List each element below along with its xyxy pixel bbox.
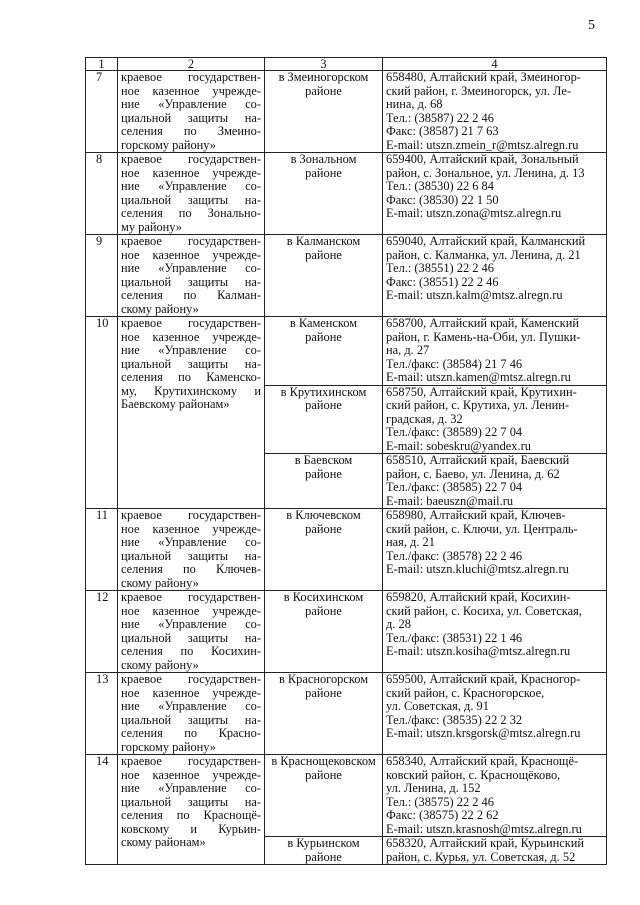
text-line: Тел./факс: (38584) 21 7 46 (386, 356, 523, 371)
text-line: краевое государствен- (121, 316, 261, 330)
text-line: селения по Ключев- (121, 562, 261, 576)
text-line: ние «Управление со- (121, 781, 261, 795)
text-line: д. 28 (386, 617, 411, 631)
text-line: селения по Зонально- (121, 206, 261, 220)
text-line: 658510, Алтайский край, Баевский (386, 453, 570, 467)
address-contacts (383, 235, 607, 317)
text-line: скому районам» (121, 835, 206, 849)
text-line: E-mail: utszn.zmein_r@mtsz.alregn.ru (386, 137, 579, 152)
text-line: селения по Красно- (121, 726, 261, 740)
text-line: район, с. Курья, ул. Советская, д. 52 (386, 849, 576, 864)
text-line: ский район, с. Косиха, ул. Советская, (386, 603, 582, 618)
text-line: циальной защиты на- (121, 794, 261, 809)
text-line: ский район, г. Змеиногорск, ул. Ле- (386, 83, 571, 98)
text-line: ное казенное учрежде- (121, 521, 261, 536)
address-contacts (383, 153, 607, 235)
text-line: ул. Советская, д. 91 (386, 699, 489, 713)
text-line: селения по Змеино- (121, 124, 261, 138)
text-line: му, Крутихинскому и (121, 383, 261, 398)
district-name (265, 385, 383, 454)
address-contacts (383, 837, 607, 865)
text-line: E-mail: utszn.krasnosh@mtsz.alregn.ru (386, 821, 582, 836)
text-line: район, с. Зональное, ул. Ленина, д. 13 (386, 165, 585, 180)
table-row (86, 71, 607, 153)
text-line: селения по Косихин- (121, 644, 261, 658)
text-line: ное казенное учрежде- (121, 767, 261, 782)
text-line: Тел./факс: (38585) 22 7 04 (386, 480, 523, 494)
text-line: районе (305, 849, 342, 864)
text-line: Факс: (38551) 22 2 46 (386, 274, 499, 289)
text-line: E-mail: utszn.kalm@mtsz.alregn.ru (386, 288, 563, 302)
column-header: 4 (383, 58, 607, 71)
address-contacts (383, 755, 607, 837)
column-header: 1 (86, 58, 118, 71)
text-line: ная, д. 21 (386, 535, 435, 549)
row-number: 13 (86, 673, 118, 755)
text-line: нина, д. 68 (386, 97, 443, 111)
text-line: районе (305, 767, 342, 782)
text-line: район, с. Баево, ул. Ленина, д. 62 (386, 466, 560, 481)
text-line: E-mail: utszn.krsgorsk@mtsz.alregn.ru (386, 726, 581, 740)
text-line: районе (305, 247, 342, 262)
district-name (265, 71, 383, 153)
address-contacts (383, 317, 607, 386)
text-line: циальной защиты на- (121, 356, 261, 371)
text-line: районе (305, 685, 342, 700)
text-line: районе (305, 603, 342, 618)
text-line: краевое государствен- (121, 234, 261, 248)
text-line: циальной защиты на- (121, 192, 261, 207)
text-line: в Красногорском (278, 672, 369, 686)
text-line: в Ключевском (286, 508, 361, 522)
text-line: ное казенное учрежде- (121, 165, 261, 180)
text-line: Тел./факс: (38578) 22 2 46 (386, 548, 523, 563)
text-line: му району» (121, 219, 182, 234)
text-line: скому району» (121, 575, 199, 590)
text-line: E-mail: baeuszn@mail.ru (386, 493, 514, 508)
organization-name (118, 591, 265, 673)
address-contacts (383, 509, 607, 591)
districts-table (85, 57, 607, 865)
text-line: циальной защиты на- (121, 548, 261, 563)
row-number: 11 (86, 509, 118, 591)
text-line: ский район, с. Красногорское, (386, 685, 545, 700)
text-line: в Косихинском (283, 590, 364, 604)
text-line: E-mail: utszn.kamen@mtsz.alregn.ru (386, 370, 571, 384)
table-row (86, 755, 607, 837)
district-name (265, 235, 383, 317)
text-line: краевое государствен- (121, 508, 261, 522)
text-line: ние «Управление со- (121, 699, 261, 713)
address-contacts (383, 385, 607, 454)
text-line: горскому району» (121, 137, 216, 152)
text-line: циальной защиты на- (121, 712, 261, 727)
district-name (265, 153, 383, 235)
address-contacts (383, 673, 607, 755)
text-line: E-mail: utszn.zona@mtsz.alregn.ru (386, 206, 562, 220)
text-line: E-mail: utszn.kosiha@mtsz.alregn.ru (386, 644, 571, 658)
text-line: район, с. Калманка, ул. Ленина, д. 21 (386, 247, 581, 262)
text-line: краевое государствен- (121, 152, 261, 166)
text-line: 659040, Алтайский край, Калманский (386, 234, 586, 248)
organization-name (118, 153, 265, 235)
district-name (265, 591, 383, 673)
text-line: ное казенное учрежде- (121, 603, 261, 618)
text-line: ние «Управление со- (121, 179, 261, 193)
text-line: Тел.: (38575) 22 2 46 (386, 794, 494, 809)
text-line: ский район, с. Ключи, ул. Централь- (386, 521, 578, 536)
text-line: Факс: (38587) 21 7 63 (386, 124, 499, 138)
text-line: Тел.: (38530) 22 6 84 (386, 179, 494, 193)
text-line: 658700, Алтайский край, Каменский (386, 316, 579, 330)
text-line: районе (305, 466, 342, 481)
text-line: скому району» (121, 301, 199, 316)
text-line: краевое государствен- (121, 754, 261, 768)
row-number: 10 (86, 317, 118, 509)
text-line: в Краснощековском (271, 754, 376, 768)
column-header: 3 (265, 58, 383, 71)
text-line: циальной защиты на- (121, 630, 261, 645)
address-contacts (383, 591, 607, 673)
text-line: ский район, с. Крутиха, ул. Ленин- (386, 398, 570, 412)
text-line: ное казенное учрежде- (121, 83, 261, 98)
text-line: ное казенное учрежде- (121, 685, 261, 700)
text-line: 658750, Алтайский край, Крутихин- (386, 384, 577, 399)
organization-name (118, 317, 265, 509)
text-line: 658320, Алтайский край, Курьинский (386, 836, 585, 850)
text-line: в Баевском (294, 453, 353, 467)
text-line: ние «Управление со- (121, 343, 261, 357)
text-line: ние «Управление со- (121, 535, 261, 549)
table-row (86, 509, 607, 591)
text-line: ул. Ленина, д. 152 (386, 781, 481, 795)
district-name (265, 755, 383, 837)
district-name (265, 509, 383, 591)
table-row (86, 673, 607, 755)
text-line: Факс: (38530) 22 1 50 (386, 192, 499, 207)
text-line: селения по Краснощё- (121, 808, 261, 822)
text-line: горскому району» (121, 739, 216, 754)
text-line: селения по Калман- (121, 288, 261, 302)
text-line: краевое государствен- (121, 70, 261, 84)
text-line: E-mail: sobeskru@yandex.ru (386, 438, 531, 453)
text-line: ние «Управление со- (121, 261, 261, 275)
page-number: 5 (588, 18, 595, 33)
text-line: селения по Каменско- (121, 370, 261, 384)
table-row (86, 591, 607, 673)
text-line: циальной защиты на- (121, 274, 261, 289)
table-header-row (86, 58, 607, 71)
table-row (86, 235, 607, 317)
text-line: район, г. Камень-на-Оби, ул. Пушки- (386, 329, 581, 344)
row-number: 8 (86, 153, 118, 235)
text-line: в Каменском (289, 316, 358, 330)
row-number: 7 (86, 71, 118, 153)
text-line: в Курьинском (287, 836, 360, 850)
text-line: ние «Управление со- (121, 97, 261, 111)
text-line: ное казенное учрежде- (121, 247, 261, 262)
text-line: районе (305, 83, 342, 98)
text-line: Баевскому районам» (121, 397, 230, 411)
text-line: Тел.: (38587) 22 2 46 (386, 110, 494, 125)
address-contacts (383, 454, 607, 509)
organization-name (118, 71, 265, 153)
district-name (265, 454, 383, 509)
text-line: ние «Управление со- (121, 617, 261, 631)
district-name (265, 837, 383, 865)
text-line: E-mail: utszn.kluchi@mtsz.alregn.ru (386, 562, 569, 576)
text-line: Тел./факс: (38535) 22 2 32 (386, 712, 523, 727)
text-line: 658340, Алтайский край, Краснощё- (386, 754, 579, 768)
text-line: 658480, Алтайский край, Змеиногор- (386, 70, 581, 84)
text-line: 659820, Алтайский край, Косихин- (386, 590, 571, 604)
organization-name (118, 673, 265, 755)
text-line: на, д. 27 (386, 343, 430, 357)
text-line: в Крутихинском (280, 384, 367, 399)
text-line: 659500, Алтайский край, Красногор- (386, 672, 581, 686)
text-line: циальной защиты на- (121, 110, 261, 125)
district-name (265, 673, 383, 755)
table-row (86, 153, 607, 235)
row-number: 12 (86, 591, 118, 673)
text-line: краевое государствен- (121, 672, 261, 686)
organization-name (118, 509, 265, 591)
row-number: 9 (86, 235, 118, 317)
text-line: в Зональном (290, 152, 357, 166)
organization-name (118, 235, 265, 317)
table-row (86, 317, 607, 386)
text-line: 658980, Алтайский край, Ключев- (386, 508, 566, 522)
organization-name (118, 755, 265, 865)
text-line: краевое государствен- (121, 590, 261, 604)
row-number: 14 (86, 755, 118, 865)
text-line: районе (305, 165, 342, 180)
text-line: скому району» (121, 657, 199, 672)
text-line: Тел./факс: (38589) 22 7 04 (386, 425, 523, 439)
text-line: градская, д. 32 (386, 411, 463, 426)
text-line: Тел.: (38551) 22 2 46 (386, 261, 494, 275)
address-contacts (383, 71, 607, 153)
text-line: ное казенное учрежде- (121, 329, 261, 344)
text-line: районе (305, 329, 342, 344)
text-line: Тел./факс: (38531) 22 1 46 (386, 630, 523, 645)
district-name (265, 317, 383, 386)
text-line: районе (305, 521, 342, 536)
text-line: в Калманском (286, 234, 361, 248)
column-header: 2 (118, 58, 265, 71)
text-line: Факс: (38575) 22 2 62 (386, 808, 499, 822)
text-line: в Змеиногорском (278, 70, 369, 84)
text-line: ковскому и Курьин- (121, 821, 261, 836)
text-line: районе (305, 398, 342, 412)
text-line: 659400, Алтайский край, Зональный (386, 152, 579, 166)
text-line: ковский район, с. Краснощёково, (386, 767, 561, 782)
